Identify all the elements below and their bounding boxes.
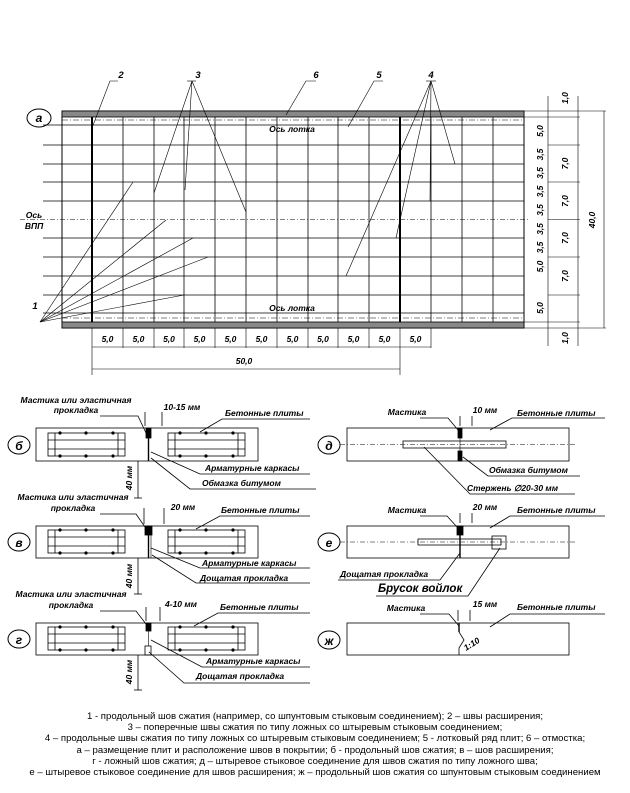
dim-label: 3,5 [535,223,545,235]
dim-label: 5,0 [535,125,545,137]
caption-line: а – размещение плит и расположение швов в покрытии; б - продольный шов сжатия; в – шов расширения; [76,744,554,756]
dim-label: 5,0 [286,334,299,344]
dim-label: 7,0 [560,195,570,207]
label-mastic: Мастика или эластичная [15,589,127,599]
dim-label: 5,0 [255,334,268,344]
label-mastic: Мастика [386,603,426,613]
callout-6: 6 [313,70,319,81]
label-slabs: Бетонные плиты [220,602,299,612]
runway-axis-label: Ось [25,210,43,220]
detail-letter: г [15,633,23,647]
label-reinforcement: Арматурные каркасы [205,463,300,473]
label-mastic: Мастика или эластичная [17,492,129,502]
callout-1: 1 [32,301,38,312]
detail-b [8,395,316,498]
label-reinforcement: Арматурные каркасы [202,558,297,568]
gap-width: 10-15 мм [163,402,201,412]
detail-d [318,405,605,494]
dim-label: 5,0 [317,334,329,344]
label-slabs: Бетонные плиты [517,505,596,515]
label-felt: Брусок войлок [378,583,463,595]
dim-label: 5,0 [132,334,145,344]
label-board: Дощатая прокладка [196,671,285,681]
dim-label: 5,0 [535,260,545,273]
label-mastic: прокладка [50,503,96,513]
caption-line: 4 – продольные швы сжатия по типу ложных со штыревым стыковым соединением; 5 - лотковый ряд плит; 6 – отмостка; [44,733,586,745]
dim-label: 3,5 [535,167,545,179]
callout-3: 3 [195,70,201,81]
callout-5: 5 [376,70,382,81]
label-mastic: Мастика [387,407,427,417]
label-reinforcement: Арматурные каркасы [206,656,301,666]
total-width-label: 40,0 [587,211,597,229]
label-slabs: Бетонные плиты [517,602,596,612]
depth-label: 40 мм [124,563,134,589]
label-mastic: прокладка [48,600,94,610]
label-board: Дощатая прокладка [340,569,429,579]
gap-width: 20 мм [170,502,196,512]
label-slabs: Бетонные плиты [225,408,304,418]
tray-axis-label-bottom: Ось лотка [269,303,315,313]
dim-label: 3,5 [535,241,545,254]
runway-axis-label: ВПП [24,221,44,231]
dim-label: 5,0 [409,334,422,344]
figure-caption [0,711,630,778]
detail-letter: д [325,439,333,453]
callout-4: 4 [428,70,434,81]
dim-label: 5,0 [535,302,545,314]
label-bitumen: Обмазка битумом [202,478,281,488]
caption-line: 3 – поперечные швы сжатия по типу ложных со штыревым стыковым соединением; [127,722,503,734]
detail-zh [318,599,605,655]
detail-letter: б [15,439,23,453]
detail-v [8,492,310,594]
caption-line: 1 - продольный шов сжатия (например, со шпунтовым стыковым соединением); 2 – швы расширения; [86,711,544,722]
detail-letter: в [15,536,23,550]
gap-width: 15 мм [472,599,498,609]
dim-label: 1,0 [560,332,570,344]
dim-label: 7,0 [560,157,570,170]
label-slabs: Бетонные плиты [221,505,300,515]
tray-axis-label-top: Ось лотка [269,124,315,134]
dim-label: 5,0 [101,334,114,344]
bottom-dimension-labels [102,334,422,366]
caption-line: е – штыревое стыковое соединение для швов расширения; ж – продольный шов сжатия со шпунтовым стыковым соединением [29,767,601,779]
gap-width: 4-10 мм [165,599,197,609]
depth-label: 40 мм [124,659,134,685]
dim-label: 1,0 [560,92,570,104]
dim-label: 5,0 [347,334,360,344]
detail-g [8,589,310,690]
dim-label: 7,0 [560,232,570,244]
dim-label: 3,5 [535,148,545,161]
label-mastic: прокладка [53,405,99,415]
gap-width: 10 мм [472,405,498,415]
detail-e [318,502,605,596]
dim-label: 5,0 [193,334,206,344]
right-dimension-labels [535,92,597,344]
apron-bottom [62,322,524,328]
dim-label: 7,0 [560,270,570,282]
dim-label: 5,0 [163,334,175,344]
label-board: Дощатая прокладка [200,573,289,583]
label-mastic: Мастика [387,505,427,515]
dim-label: 5,0 [224,334,237,344]
callout-2: 2 [118,70,124,81]
gap-width: 20 мм [472,502,498,512]
detail-letter: ж [324,634,334,648]
dim-label: 3,5 [535,204,545,216]
label-bitumen: Обмазка битумом [489,465,568,475]
total-length-label: 50,0 [235,356,253,366]
label-dowel: Стержень ∅20-30 мм [467,483,559,493]
depth-label: 40 мм [124,465,134,491]
apron-top [62,111,524,117]
dim-label: 5,0 [378,334,391,344]
dim-label: 3,5 [535,185,545,198]
caption-line: г - ложный шов сжатия; д – штыревое стыковое соединение для швов сжатия по типу ложного шва; [92,755,538,767]
slope-label: 1:10 [461,635,482,653]
label-slabs: Бетонные плиты [517,408,596,418]
label-mastic: Мастика или эластичная [20,395,132,405]
detail-letter: е [325,536,333,550]
panel-letter: а [35,111,43,125]
